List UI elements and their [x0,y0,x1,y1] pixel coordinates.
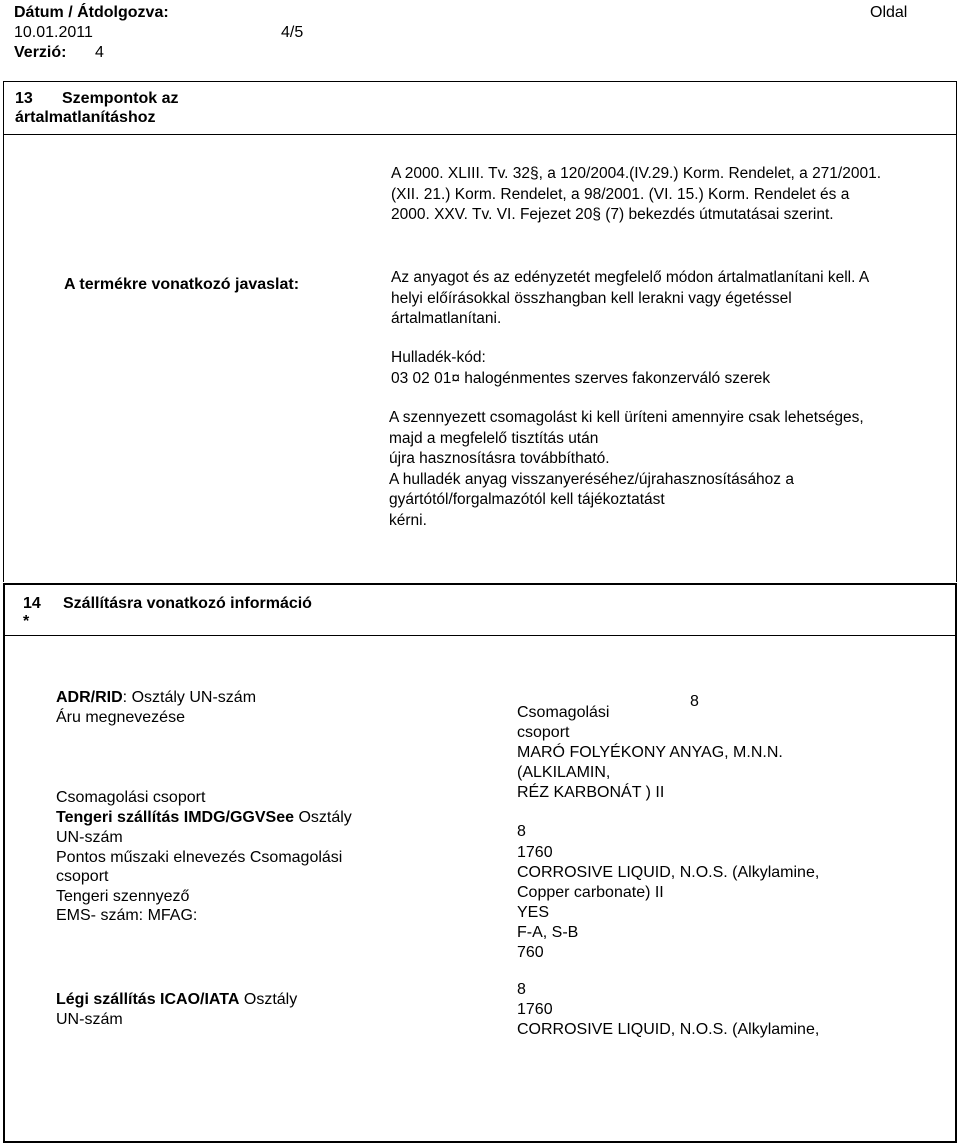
imdg-value-line: Copper carbonate) II [517,883,664,901]
icao-line2: UN-szám [56,1011,123,1028]
adr-heading [56,688,256,708]
adr-class-value: 8 [690,693,699,710]
product-line: Az anyagot és az edényzetét megfelelő módon ártalmatlanítani kell. A [391,269,870,286]
adr-value-line: RÉZ KARBONÁT ) II [517,784,665,801]
imdg-values [517,822,819,963]
product-recommendation-label: A termékre vonatkozó javaslat: [64,276,300,293]
icao-value-line: 8 [517,981,526,998]
packaging-line: A szennyezett csomagolást ki kell üríteni amennyire csak lehetséges, [389,409,864,426]
product-line: ártalmatlanítani. [391,310,502,327]
packaging-text [389,408,864,531]
packaging-line: kérni. [389,511,427,529]
packaging-line: gyártótól/forgalmazótól kell tájékoztatást [389,491,665,508]
section-13-header [4,82,956,135]
date-value: 10.01.2011 [14,24,93,41]
icao-value-line: CORROSIVE LIQUID, N.O.S. (Alkylamine, [517,1021,820,1038]
icao-values [517,980,819,1040]
adr-rest: : Osztály UN-szám [122,689,257,706]
imdg-bold: Tengeri szállítás IMDG/GGVSee [56,809,294,826]
section-14-header [5,585,955,636]
adr-value-line: (ALKILAMIN, [517,764,611,781]
version-label: Verzió: [14,44,67,61]
imdg-value-line: F-A, S-B [517,923,579,941]
adr-value-line: MARÓ FOLYÉKONY ANYAG, M.N.N. [517,744,783,761]
imdg-line6: EMS- szám: MFAG: [56,907,198,924]
icao-heading [56,990,297,1010]
imdg-line4: csoport [56,868,109,885]
page-label: Oldal [870,4,908,21]
imdg-value-line: 760 [517,943,544,961]
section-13-number: 13 [15,90,33,107]
packaging-line: majd a megfelelő tisztítás után [389,429,599,447]
law-line: (XII. 21.) Korm. Rendelet, a 98/2001. (VI. 15.) Korm. Rendelet és a [391,185,850,203]
imdg-value-line: YES [517,903,550,921]
section-14-title: Szállításra vonatkozó információ [63,595,312,612]
packaging-line: A hulladék anyag visszanyeréséhez/újrahasznosításához a [389,470,794,488]
product-line: helyi előírásokkal összhangban kell lerakni vagy égetéssel [391,289,792,307]
icao-bold: Légi szállítás ICAO/IATA [56,991,240,1008]
packaging-line: újra hasznosításra továbbítható. [389,450,610,467]
icao-value-line: 1760 [517,1001,553,1018]
imdg-value-line: 8 [517,823,526,840]
date-label: Dátum / Átdolgozva: [14,4,169,21]
imdg-value-line: 1760 [517,843,553,861]
adr-line3: Csomagolási csoport [56,789,206,806]
imdg-heading [56,808,352,828]
adr-line2: Áru megnevezése [56,709,185,726]
imdg-line2: UN-szám [56,829,123,846]
imdg-value-line: CORROSIVE LIQUID, N.O.S. (Alkylamine, [517,863,820,881]
right-pack-line1: Csomagolási [517,704,610,721]
adr-bold: ADR/RID [56,689,123,706]
page-value: 4/5 [281,24,304,41]
law-line: A 2000. XLIII. Tv. 32§, a 120/2004.(IV.29.) Korm. Rendelet, a 271/2001. [391,165,882,182]
icao-rest: Osztály [239,991,298,1008]
section-14-star: * [23,613,30,630]
version-value: 4 [95,44,104,61]
right-pack-line2: csoport [517,724,570,741]
section-13-title-line2: ártalmatlanításhoz [15,109,156,126]
section-13-title-line1: Szempontok az [62,90,179,107]
imdg-line5: Tengeri szennyező [56,888,190,905]
adr-values [517,743,783,803]
imdg-line3: Pontos műszaki elnevezés Csomagolási [56,849,343,866]
waste-code-label: Hulladék-kód: [391,349,486,366]
waste-code-value: 03 02 01¤ halogénmentes szerves fakonzerváló szerek [391,370,771,387]
law-text [391,164,881,226]
law-line: 2000. XXV. Tv. VI. Fejezet 20§ (7) bekezdés útmutatásai szerint. [391,206,834,223]
section-14-number: 14 [23,595,41,612]
imdg-rest: Osztály [294,809,352,826]
product-recommendation-text [391,268,869,330]
